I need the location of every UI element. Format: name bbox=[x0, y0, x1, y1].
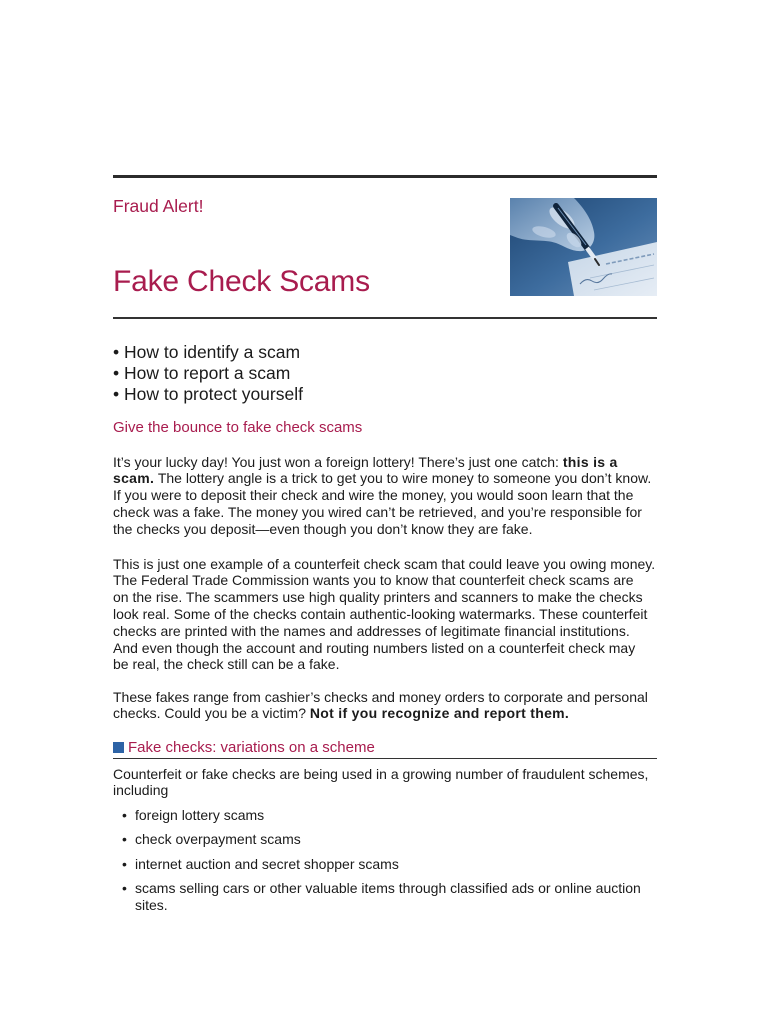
list-item-line: • internet auction and secret shopper scams bbox=[135, 855, 399, 872]
paragraph-line: the checks you deposit—even though you don’t know they are fake. bbox=[113, 520, 533, 537]
highlight-text: How to identify a scam bbox=[124, 341, 301, 362]
emphasis-text: Not if you recognize and report them. bbox=[309, 705, 570, 722]
highlights-list bbox=[113, 342, 303, 405]
intro-paragraph-2 bbox=[113, 556, 655, 674]
page-title: Fake Check Scams bbox=[113, 265, 370, 298]
paragraph-line: Counterfeit or fake checks are being used in a growing number of fraudulent schemes, bbox=[113, 765, 649, 782]
intro-paragraph-3 bbox=[113, 689, 648, 723]
paragraph-line: on the rise. The scammers use high quality printers and scanners to make the checks bbox=[113, 589, 643, 606]
list-item bbox=[122, 880, 641, 914]
paragraph-line: look real. Some of the checks contain authentic-looking watermarks. These counterfeit bbox=[113, 605, 648, 622]
title-rule bbox=[113, 317, 657, 319]
list-item bbox=[122, 807, 641, 824]
highlight-text: How to report a scam bbox=[124, 362, 291, 383]
list-item-line: • scams selling cars or other valuable items through classified ads or online auction bbox=[135, 880, 641, 897]
section-marker-square bbox=[113, 742, 124, 753]
list-item bbox=[122, 856, 641, 873]
list-item-line: sites. bbox=[135, 897, 168, 914]
intro-heading: Give the bounce to fake check scams bbox=[113, 419, 363, 436]
paragraph-line: And even though the account and routing numbers listed on a counterfeit check may bbox=[113, 639, 636, 656]
highlight-item bbox=[113, 342, 303, 363]
intro-paragraph-1 bbox=[113, 454, 651, 538]
paragraph-line: If you were to deposit their check and wire the money, you would soon learn that the bbox=[113, 487, 634, 504]
line-text: The lottery angle is a trick to get you to wire money to someone you don’t know. bbox=[157, 470, 652, 487]
highlight-item bbox=[113, 363, 303, 384]
emphasis-text: this is a bbox=[562, 453, 618, 470]
kicker-label: Fraud Alert! bbox=[113, 196, 204, 216]
check-signing-photo bbox=[510, 198, 657, 296]
paragraph-line: check was a fake. The money you wired can’t be retrieved, and you’re responsible for bbox=[113, 503, 642, 520]
paragraph-line bbox=[113, 470, 651, 487]
paragraph-line: The Federal Trade Commission wants you to know that counterfeit check scams are bbox=[113, 572, 634, 589]
variations-heading: Fake checks: variations on a scheme bbox=[128, 739, 375, 756]
emphasis-text: scam. bbox=[113, 470, 155, 487]
list-item-line: • check overpayment scams bbox=[135, 831, 301, 848]
paragraph-line: These fakes range from cashier’s checks and money orders to corporate and personal bbox=[113, 688, 648, 705]
section-rule bbox=[113, 758, 657, 759]
highlight-text: How to protect yourself bbox=[124, 383, 303, 404]
paragraph-line bbox=[113, 705, 648, 722]
top-rule bbox=[113, 175, 657, 178]
paragraph-line: checks are printed with the names and addresses of legitimate financial institutions. bbox=[113, 622, 630, 639]
list-item bbox=[122, 831, 641, 848]
highlight-item bbox=[113, 384, 303, 405]
line-text: It’s your lucky day! You just won a foreign lottery! There’s just one catch: bbox=[113, 453, 559, 470]
list-item-line: • foreign lottery scams bbox=[135, 806, 265, 823]
variations-lead bbox=[113, 766, 648, 800]
line-text: checks. Could you be a victim? bbox=[113, 705, 306, 722]
schemes-list bbox=[122, 807, 641, 922]
paragraph-line: be real, the check still can be a fake. bbox=[113, 656, 340, 673]
paragraph-line: This is just one example of a counterfeit check scam that could leave you owing money. bbox=[113, 555, 656, 572]
paragraph-line: including bbox=[113, 782, 169, 799]
paragraph-line bbox=[113, 454, 651, 471]
